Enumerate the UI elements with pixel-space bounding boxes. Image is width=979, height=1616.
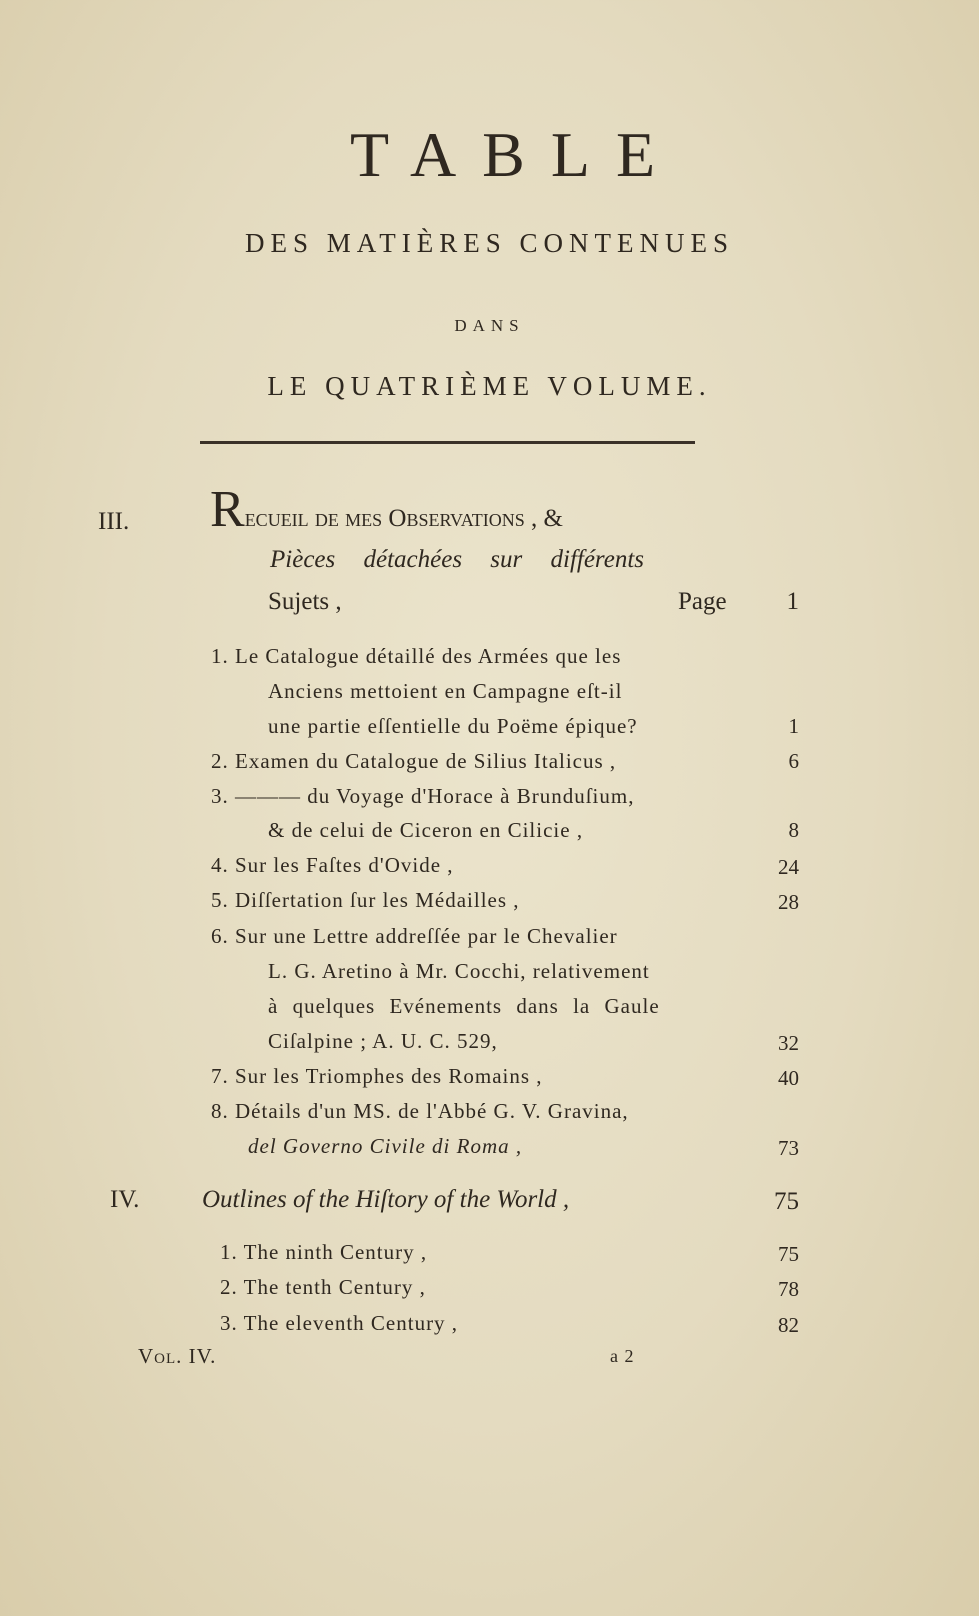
entry-line: à quelques Evénements dans la Gaule (268, 994, 660, 1018)
signature-mark: a 2 (610, 1346, 635, 1366)
entry-line: 2. Examen du Catalogue de Silius Italicus , (211, 749, 617, 773)
entry-line: Anciens mettoient en Campagne eſt-il (268, 679, 623, 703)
entry-line: 6. Sur une Lettre addreſſée par le Chevalier (211, 924, 618, 948)
entry-line: 4. Sur les Faſtes d'Ovide , (211, 853, 454, 877)
page-number: 75 (774, 1188, 799, 1215)
section-iii-numeral: III. (98, 508, 130, 535)
page-title: TABLE (349, 119, 682, 190)
page-number: 40 (778, 1066, 799, 1090)
entry-line: 3. ——— du Voyage d'Horace à Brunduſium, (211, 784, 635, 808)
entry-line: del Governo Civile di Roma , (248, 1134, 523, 1158)
entry-line: 3. The eleventh Century , (220, 1311, 459, 1335)
entry-line: une partie eſſentielle du Poëme épique? (268, 714, 638, 738)
drop-cap: R (210, 481, 245, 538)
page-number: 75 (778, 1242, 799, 1266)
section-iii-line1: ecueil de mes Observations , & (244, 505, 563, 532)
volume-heading: LE QUATRIÈME VOLUME. (267, 371, 712, 401)
page-number: 8 (788, 818, 799, 842)
entry-line: L. G. Aretino à Mr. Cocchi, relativement (268, 959, 650, 983)
page-number: 24 (778, 855, 799, 879)
page-number: 28 (778, 890, 799, 914)
entry-line: & de celui de Ciceron en Cilicie , (268, 818, 584, 842)
page-number: 1 (788, 714, 799, 738)
section-iii-heading (210, 481, 563, 538)
section-iii-line3: Sujets , (268, 588, 342, 615)
section-iv-numeral: IV. (110, 1186, 140, 1213)
entry-line: 2. The tenth Century , (220, 1275, 426, 1299)
page-number: 82 (778, 1313, 799, 1337)
page-label: Page (678, 588, 727, 615)
title-rule (200, 441, 695, 444)
entry-line: 5. Diſſertation ſur les Médailles , (211, 888, 520, 912)
page-number: 78 (778, 1277, 799, 1301)
section-iv-title: Outlines of the Hiſtory of the World , (202, 1186, 570, 1213)
subtitle-dans: DANS (454, 316, 525, 335)
page-number: 73 (778, 1136, 799, 1160)
page-subtitle: DES MATIÈRES CONTENUES (244, 228, 734, 258)
entry-line: 1. The ninth Century , (220, 1240, 428, 1264)
page-number: 1 (786, 588, 799, 615)
signature-line: Vol. IV. (138, 1344, 217, 1368)
page-number: 6 (788, 749, 799, 773)
entry-line: 8. Détails d'un MS. de l'Abbé G. V. Gravina, (211, 1099, 629, 1123)
section-iii-line2: Pièces détachées sur différents (270, 546, 645, 573)
entry-line: 1. Le Catalogue détaillé des Armées que les (211, 644, 622, 668)
entry-line: Ciſalpine ; A. U. C. 529, (268, 1029, 498, 1053)
page-number: 32 (778, 1031, 799, 1055)
entry-line: 7. Sur les Triomphes des Romains , (211, 1064, 543, 1088)
